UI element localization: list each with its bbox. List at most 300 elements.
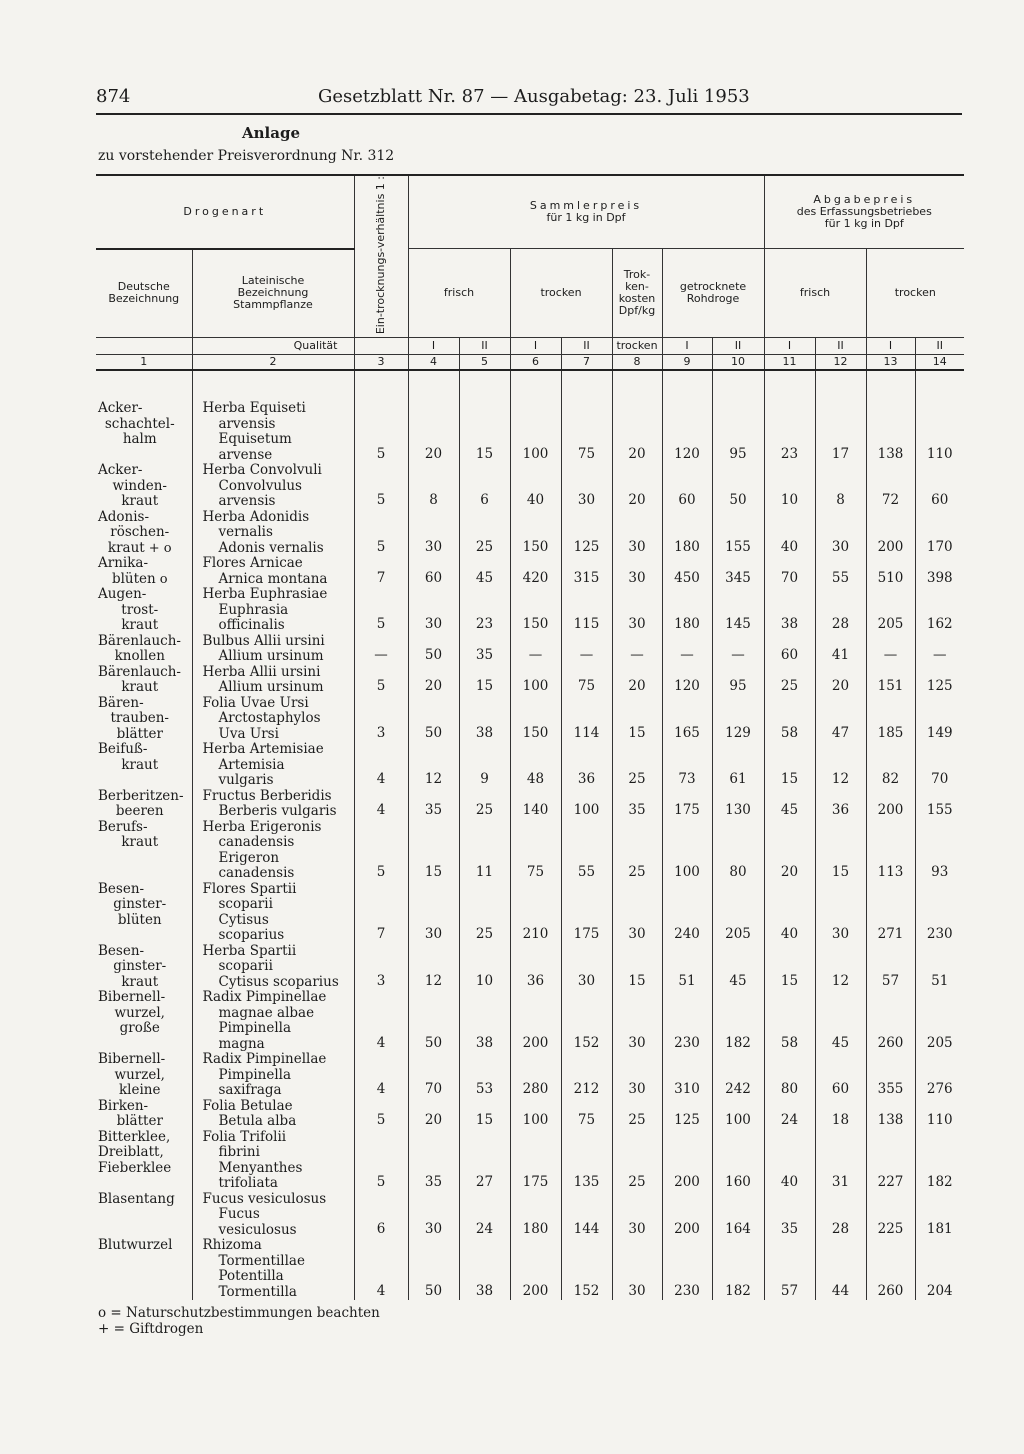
price-cell: 25 — [612, 820, 662, 882]
spacer-cell — [915, 370, 964, 401]
lateinische-line: Herba Equiseti — [202, 400, 306, 417]
price-cell: 55 — [561, 820, 612, 882]
table-row — [96, 696, 964, 743]
price-cell: 30 — [408, 587, 459, 634]
price-cell: 45 — [712, 944, 764, 991]
lateinische-bezeichnung — [192, 665, 354, 696]
price-cell: 30 — [815, 510, 866, 557]
price-cell: 145 — [712, 587, 764, 634]
price-cell: 80 — [764, 1052, 815, 1099]
deutsche-line: Blutwurzel — [98, 1237, 173, 1254]
price-cell: 152 — [561, 990, 612, 1052]
lateinische-line: arvensis — [218, 493, 276, 510]
header-eintrocknung — [354, 175, 408, 338]
lateinische-line: Folia Uvae Ursi — [202, 694, 309, 711]
price-cell: 151 — [866, 665, 915, 696]
price-cell: 230 — [915, 882, 964, 944]
price-cell: 30 — [408, 1192, 459, 1239]
price-cell: 130 — [712, 789, 764, 820]
deutsche-bezeichnung — [96, 463, 192, 510]
price-cell: 44 — [815, 1238, 866, 1300]
price-cell: 80 — [712, 820, 764, 882]
header-eintrocknung-text: Ein-trocknungs-verhältnis 1 : — [374, 176, 387, 335]
price-cell: 20 — [408, 665, 459, 696]
table-row — [96, 556, 964, 587]
price-cell: 100 — [510, 1099, 561, 1130]
price-cell: 30 — [408, 510, 459, 557]
price-cell: 25 — [612, 1099, 662, 1130]
deutsche-bezeichnung — [96, 944, 192, 991]
price-cell: 12 — [408, 944, 459, 991]
header-deutsche-line-1: Deutsche — [117, 280, 170, 294]
price-cell: 60 — [764, 634, 815, 665]
deutsche-line: Arnika- — [98, 555, 149, 572]
deutsche-line: Bibernell- — [98, 1051, 166, 1068]
spacer-cell — [96, 370, 192, 401]
price-cell: 5 — [354, 510, 408, 557]
header-abgabe-frisch: frisch — [764, 249, 866, 338]
lateinische-line: Erigeron — [218, 849, 280, 866]
deutsche-line: trauben- — [110, 710, 169, 727]
table-row — [96, 510, 964, 557]
price-cell: 51 — [662, 944, 712, 991]
lateinische-line: trifoliata — [218, 1175, 278, 1192]
lateinische-line: Herba Convolvuli — [202, 462, 322, 479]
drug-marker: + o — [148, 540, 172, 556]
lateinische-bezeichnung — [192, 990, 354, 1052]
price-cell: 185 — [866, 696, 915, 743]
deutsche-bezeichnung — [96, 665, 192, 696]
lateinische-line: vernalis — [218, 524, 273, 541]
lateinische-line: Folia Betulae — [202, 1097, 293, 1114]
price-cell: 50 — [408, 634, 459, 665]
price-cell: 47 — [815, 696, 866, 743]
price-cell: 6 — [354, 1192, 408, 1239]
header-trockenkosten-line-2: ken- — [625, 280, 649, 294]
price-cell: 144 — [561, 1192, 612, 1239]
price-cell: 200 — [662, 1130, 712, 1192]
price-cell: 58 — [764, 696, 815, 743]
spacer-cell — [866, 370, 915, 401]
price-cell: 276 — [915, 1052, 964, 1099]
table-row — [96, 1130, 964, 1192]
deutsche-line: kraut — [121, 834, 159, 851]
price-cell: 260 — [866, 1238, 915, 1300]
price-cell: 95 — [712, 401, 764, 463]
table-row — [96, 742, 964, 789]
deutsche-line: kraut — [121, 679, 159, 696]
lateinische-line: Flores Spartii — [202, 880, 297, 897]
deutsche-line: winden- — [112, 477, 167, 494]
spacer-cell — [764, 370, 815, 401]
header-drogenart: Drogenart — [96, 175, 354, 249]
price-cell: 5 — [354, 463, 408, 510]
price-cell: 125 — [561, 510, 612, 557]
price-cell: 36 — [510, 944, 561, 991]
price-cell: 36 — [561, 742, 612, 789]
price-cell: 3 — [354, 696, 408, 743]
table-header — [96, 175, 964, 370]
price-cell: 120 — [662, 401, 712, 463]
deutsche-line: Acker- — [98, 400, 143, 417]
price-cell: 345 — [712, 556, 764, 587]
lateinische-line: Fucus vesiculosus — [202, 1190, 327, 1207]
price-cell: 155 — [712, 510, 764, 557]
lateinische-line: Herba Euphrasiae — [202, 586, 328, 603]
price-cell: 60 — [915, 463, 964, 510]
price-cell: 35 — [764, 1192, 815, 1239]
price-cell: 5 — [354, 665, 408, 696]
price-cell: 75 — [561, 665, 612, 696]
price-cell: 200 — [662, 1192, 712, 1239]
price-cell: — — [612, 634, 662, 665]
header-sammlerpreis-line-2: für 1 kg in Dpf — [546, 211, 626, 225]
table-row — [96, 665, 964, 696]
deutsche-bezeichnung — [96, 696, 192, 743]
column-number: 13 — [866, 355, 915, 371]
price-cell: 25 — [612, 1130, 662, 1192]
price-cell: 38 — [459, 1238, 510, 1300]
table-row — [96, 820, 964, 882]
lateinische-line: Menyanthes — [218, 1159, 303, 1176]
deutsche-line: Besen- — [98, 880, 145, 897]
deutsche-bezeichnung — [96, 990, 192, 1052]
price-cell: 3 — [354, 944, 408, 991]
table-row — [96, 990, 964, 1052]
deutsche-line: Adonis- — [98, 508, 150, 525]
price-cell: 15 — [612, 944, 662, 991]
table-spacer-row — [96, 370, 964, 401]
qualitaet-cell: trocken — [612, 338, 662, 355]
lateinische-line: fibrini — [218, 1144, 260, 1161]
table-row — [96, 1099, 964, 1130]
lateinische-line: Equisetum — [218, 431, 292, 448]
price-cell: 25 — [459, 789, 510, 820]
column-number: 14 — [915, 355, 964, 371]
price-cell: 35 — [408, 1130, 459, 1192]
qualitaet-blank-3 — [354, 338, 408, 355]
lateinische-line: Arnica montana — [218, 570, 328, 587]
column-number: 12 — [815, 355, 866, 371]
price-cell: 212 — [561, 1052, 612, 1099]
price-cell: 205 — [866, 587, 915, 634]
price-cell: 230 — [662, 990, 712, 1052]
lateinische-line: Adonis vernalis — [218, 539, 324, 556]
lateinische-line: Pimpinella — [218, 1066, 292, 1083]
lateinische-line: Tormentillae — [218, 1252, 305, 1269]
price-cell: 15 — [459, 401, 510, 463]
price-cell: 50 — [712, 463, 764, 510]
table-body — [96, 370, 964, 1300]
price-cell: 35 — [612, 789, 662, 820]
deutsche-line: kleine — [119, 1082, 161, 1099]
price-cell: 182 — [712, 990, 764, 1052]
deutsche-bezeichnung — [96, 742, 192, 789]
qualitaet-cell: II — [561, 338, 612, 355]
price-cell: 30 — [612, 1238, 662, 1300]
lateinische-line: Berberis vulgaris — [218, 803, 337, 820]
deutsche-line: Blasentang — [98, 1190, 175, 1207]
deutsche-bezeichnung — [96, 1192, 192, 1239]
lateinische-bezeichnung — [192, 1238, 354, 1300]
lateinische-line: Cytisus — [218, 911, 269, 928]
price-cell: 20 — [612, 463, 662, 510]
header-trockenkosten-line-3: kosten — [618, 292, 656, 306]
price-cell: 7 — [354, 556, 408, 587]
price-cell: 61 — [712, 742, 764, 789]
lateinische-line: officinalis — [218, 617, 285, 634]
deutsche-line: Bären- — [98, 694, 144, 711]
header-abgabepreis-line-2: des Erfassungsbetriebes — [796, 205, 932, 219]
lateinische-line: arvensis — [218, 415, 276, 432]
price-cell: 70 — [915, 742, 964, 789]
price-cell: 15 — [408, 820, 459, 882]
deutsche-line: Dreiblatt, — [98, 1144, 164, 1161]
lateinische-bezeichnung — [192, 634, 354, 665]
price-cell: 200 — [866, 510, 915, 557]
price-cell: 12 — [815, 944, 866, 991]
header-getrocknete-line-2: Rohdroge — [686, 292, 740, 306]
price-cell: 230 — [662, 1238, 712, 1300]
price-cell: 155 — [915, 789, 964, 820]
header-lateinische — [192, 249, 354, 338]
deutsche-line: kraut — [121, 756, 159, 773]
price-cell: 30 — [561, 463, 612, 510]
price-cell: 10 — [764, 463, 815, 510]
lateinische-line: Herba Erigeronis — [202, 818, 322, 835]
lateinische-line: vulgaris — [218, 772, 274, 789]
price-cell: 135 — [561, 1130, 612, 1192]
deutsche-line: Bitterklee, — [98, 1128, 171, 1145]
price-cell: 35 — [408, 789, 459, 820]
price-cell: 20 — [612, 401, 662, 463]
deutsche-line: Besen- — [98, 942, 145, 959]
spacer-cell — [192, 370, 354, 401]
footnote-giftdrogen: + = Giftdrogen — [98, 1321, 204, 1337]
qualitaet-cell: I — [764, 338, 815, 355]
price-cell: 70 — [408, 1052, 459, 1099]
lateinische-line: Rhizoma — [202, 1237, 262, 1254]
price-cell: 58 — [764, 990, 815, 1052]
column-number: 5 — [459, 355, 510, 371]
price-cell: 182 — [712, 1238, 764, 1300]
deutsche-bezeichnung — [96, 1099, 192, 1130]
price-cell: 50 — [408, 990, 459, 1052]
price-cell: 15 — [612, 696, 662, 743]
header-abgabe-trocken: trocken — [866, 249, 964, 338]
deutsche-line: kraut — [121, 493, 159, 510]
spacer-cell — [561, 370, 612, 401]
price-cell: 150 — [510, 587, 561, 634]
price-cell: 38 — [459, 696, 510, 743]
column-number: 4 — [408, 355, 459, 371]
deutsche-line: halm — [122, 431, 157, 448]
price-cell: 45 — [815, 990, 866, 1052]
header-trockenkosten-line-1: Trok- — [623, 268, 651, 282]
price-cell: 4 — [354, 1052, 408, 1099]
price-cell: 398 — [915, 556, 964, 587]
header-frisch: frisch — [408, 249, 510, 338]
lateinische-line: scoparius — [218, 927, 285, 944]
deutsche-line: Augen- — [98, 586, 147, 603]
price-cell: — — [712, 634, 764, 665]
deutsche-line: blätter — [116, 1113, 163, 1130]
price-cell: 50 — [408, 1238, 459, 1300]
table-row — [96, 401, 964, 463]
header-lateinische-line-2: Bezeichnung — [237, 286, 309, 300]
deutsche-line: Acker- — [98, 462, 143, 479]
price-cell: 75 — [561, 401, 612, 463]
lateinische-line: Herba Adonidis — [202, 508, 310, 525]
price-cell: 4 — [354, 742, 408, 789]
price-cell: 40 — [510, 463, 561, 510]
deutsche-line: schachtel- — [104, 415, 175, 432]
price-cell: 150 — [510, 510, 561, 557]
price-cell: — — [915, 634, 964, 665]
deutsche-line: beeren — [115, 803, 164, 820]
lateinische-bezeichnung — [192, 742, 354, 789]
price-cell: 31 — [815, 1130, 866, 1192]
page-header — [96, 86, 962, 112]
lateinische-line: Radix Pimpinellae — [202, 1051, 327, 1068]
price-cell: 53 — [459, 1052, 510, 1099]
deutsche-line: röschen- — [110, 524, 170, 541]
price-cell: 315 — [561, 556, 612, 587]
price-cell: 57 — [764, 1238, 815, 1300]
deutsche-line: Fieberklee — [98, 1159, 172, 1176]
price-cell: 48 — [510, 742, 561, 789]
header-getrocknete — [662, 249, 764, 338]
deutsche-line: kraut — [121, 973, 159, 990]
price-cell: 5 — [354, 587, 408, 634]
price-cell: — — [662, 634, 712, 665]
deutsche-line: Birken- — [98, 1097, 149, 1114]
lateinische-bezeichnung — [192, 1192, 354, 1239]
column-number: 8 — [612, 355, 662, 371]
lateinische-bezeichnung — [192, 401, 354, 463]
deutsche-line: Bärenlauch- — [98, 632, 181, 649]
deutsche-line: Beifuß- — [98, 741, 148, 758]
spacer-cell — [612, 370, 662, 401]
lateinische-bezeichnung — [192, 510, 354, 557]
price-cell: — — [561, 634, 612, 665]
price-cell: 40 — [764, 1130, 815, 1192]
price-cell: 149 — [915, 696, 964, 743]
deutsche-line: blüten o — [111, 570, 168, 587]
table-row — [96, 1052, 964, 1099]
deutsche-line: Berberitzen- — [98, 787, 184, 804]
deutsche-line: Bibernell- — [98, 989, 166, 1006]
qualitaet-cell: II — [915, 338, 964, 355]
price-cell: 205 — [915, 990, 964, 1052]
price-cell: 100 — [712, 1099, 764, 1130]
deutsche-bezeichnung — [96, 634, 192, 665]
price-cell: 4 — [354, 789, 408, 820]
price-cell: 180 — [510, 1192, 561, 1239]
header-sammlerpreis-line-1: Sammlerpreis — [529, 199, 643, 213]
lateinische-line: Betula alba — [218, 1113, 297, 1130]
column-number: 6 — [510, 355, 561, 371]
price-cell: 260 — [866, 990, 915, 1052]
header-deutsche — [96, 249, 192, 338]
lateinische-line: Herba Spartii — [202, 942, 297, 959]
deutsche-line: blüten — [117, 911, 162, 928]
price-cell: 15 — [459, 665, 510, 696]
price-cell: 11 — [459, 820, 510, 882]
header-abgabepreis — [764, 175, 964, 249]
column-number: 1 — [96, 355, 192, 371]
price-cell: 100 — [561, 789, 612, 820]
lateinische-bezeichnung — [192, 882, 354, 944]
deutsche-line: wurzel, — [114, 1004, 165, 1021]
price-cell: 30 — [408, 882, 459, 944]
lateinische-line: Radix Pimpinellae — [202, 989, 327, 1006]
drug-marker: o — [159, 571, 168, 587]
page-number: 874 — [96, 86, 131, 107]
price-cell: 205 — [712, 882, 764, 944]
price-cell: 40 — [764, 882, 815, 944]
price-cell: 5 — [354, 820, 408, 882]
price-cell: 55 — [815, 556, 866, 587]
price-cell: 30 — [612, 510, 662, 557]
lateinische-line: Uva Ursi — [218, 725, 279, 742]
price-cell: 5 — [354, 1099, 408, 1130]
price-cell: 60 — [815, 1052, 866, 1099]
header-sammlerpreis — [408, 175, 764, 249]
price-cell: 23 — [459, 587, 510, 634]
lateinische-line: Cytisus scoparius — [218, 973, 339, 990]
price-cell: 110 — [915, 1099, 964, 1130]
table-row — [96, 1238, 964, 1300]
price-cell: 23 — [764, 401, 815, 463]
deutsche-line: ginster- — [113, 958, 167, 975]
price-cell: 170 — [915, 510, 964, 557]
qualitaet-cell: I — [510, 338, 561, 355]
price-cell: 152 — [561, 1238, 612, 1300]
price-cell: 150 — [510, 696, 561, 743]
price-cell: 20 — [764, 820, 815, 882]
price-cell: 100 — [510, 401, 561, 463]
price-cell: 8 — [408, 463, 459, 510]
deutsche-line: große — [119, 1020, 160, 1037]
lateinische-bezeichnung — [192, 696, 354, 743]
price-cell: 6 — [459, 463, 510, 510]
lateinische-line: Fucus — [218, 1206, 260, 1223]
price-cell: 182 — [915, 1130, 964, 1192]
lateinische-bezeichnung — [192, 1052, 354, 1099]
deutsche-line: ginster- — [113, 896, 167, 913]
price-cell: 70 — [764, 556, 815, 587]
price-cell: 45 — [459, 556, 510, 587]
price-cell: 25 — [612, 742, 662, 789]
price-cell: 72 — [866, 463, 915, 510]
price-cell: 51 — [915, 944, 964, 991]
qualitaet-cell: I — [662, 338, 712, 355]
price-cell: 175 — [510, 1130, 561, 1192]
price-cell: 204 — [915, 1238, 964, 1300]
price-cell: — — [354, 634, 408, 665]
lateinische-line: scoparii — [218, 896, 273, 913]
price-cell: 75 — [561, 1099, 612, 1130]
lateinische-line: Herba Artemisiae — [202, 741, 324, 758]
lateinische-line: Herba Allii ursini — [202, 663, 321, 680]
deutsche-bezeichnung — [96, 1238, 192, 1300]
header-abgabepreis-line-1: Abgabepreis — [813, 193, 916, 207]
price-cell: 15 — [764, 944, 815, 991]
lateinische-bezeichnung — [192, 1130, 354, 1192]
header-trockenkosten-line-4: Dpf/kg — [618, 304, 656, 318]
qualitaet-cell: II — [815, 338, 866, 355]
